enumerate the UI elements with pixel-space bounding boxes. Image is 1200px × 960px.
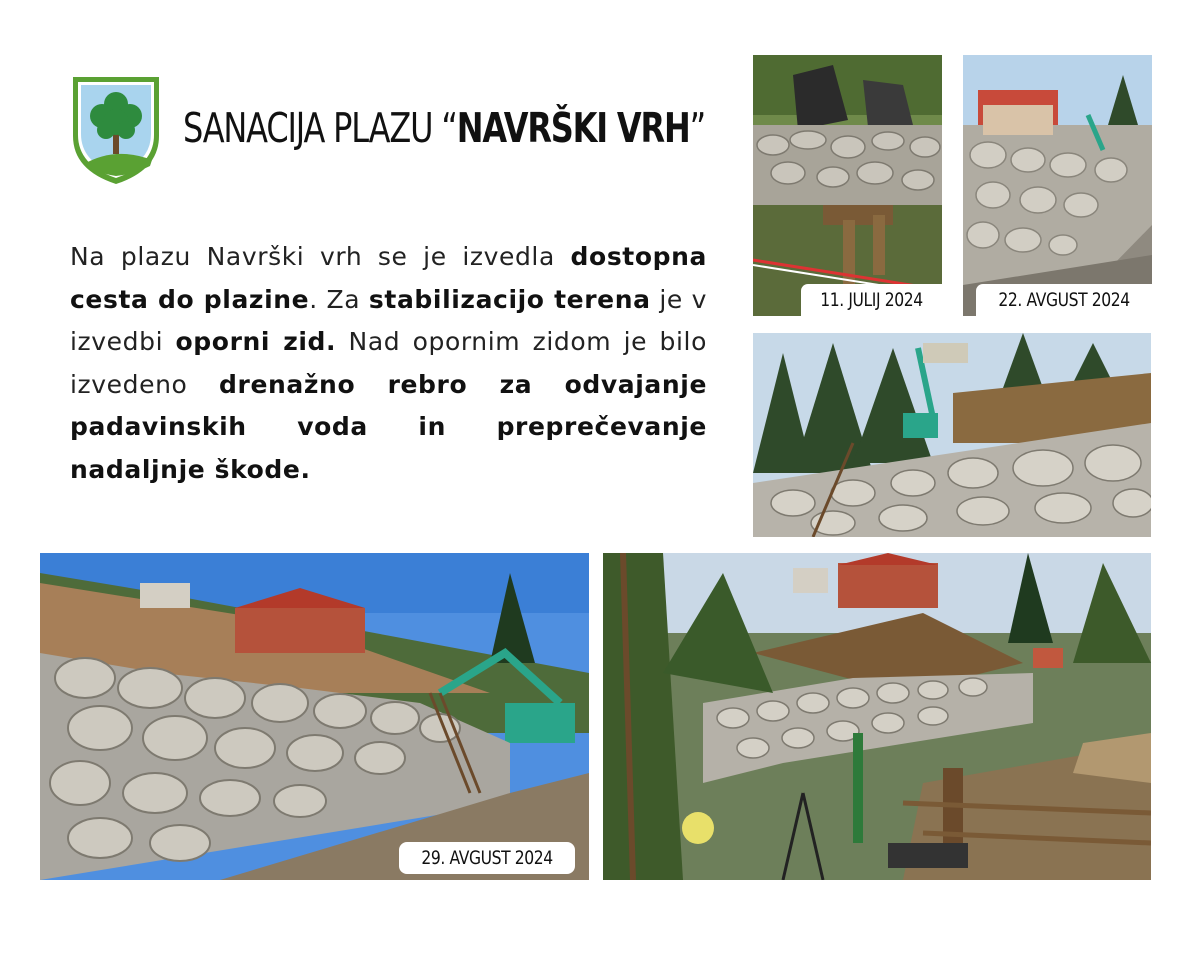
- photo-site-overview: [603, 553, 1151, 880]
- photo-date-badge: 29. AVGUST 2024: [399, 842, 575, 874]
- desc-text-3: je v izvedbi: [70, 284, 708, 356]
- photo-excavator-wall: [753, 333, 1151, 537]
- desc-bold-4: drenažno rebro za odvajanje padavinskih voda in preprečevanje nadaljnje škode.: [70, 369, 707, 484]
- desc-text-4: Nad opornim zidom je bilo izvedeno: [70, 327, 707, 399]
- desc-text-2: . Za: [309, 284, 369, 314]
- desc-text-1: Na plazu Navrški vrh se je izvedla: [70, 242, 571, 271]
- desc-bold-1: dostopna cesta do plazine: [70, 242, 707, 314]
- title-name: NAVRŠKI VRH: [456, 104, 690, 152]
- photo-finished-wall-august-29: [40, 553, 589, 880]
- photo-date-badge: 22. AVGUST 2024: [976, 284, 1152, 316]
- description-paragraph: [70, 236, 707, 491]
- municipal-crest-tree-icon: [70, 74, 162, 186]
- desc-bold-2: stabilizacijo terena: [368, 284, 651, 314]
- photo-date-badge: 11. JULIJ 2024: [801, 284, 942, 316]
- photo-stone-wall-august-22: [963, 55, 1152, 316]
- title-prefix: SANACIJA PLAZU “: [183, 104, 457, 152]
- photo-retaining-wall-july: [753, 55, 942, 316]
- title-suffix: ”: [689, 104, 705, 152]
- page-title: [183, 104, 705, 152]
- desc-bold-3: oporni zid.: [175, 327, 337, 356]
